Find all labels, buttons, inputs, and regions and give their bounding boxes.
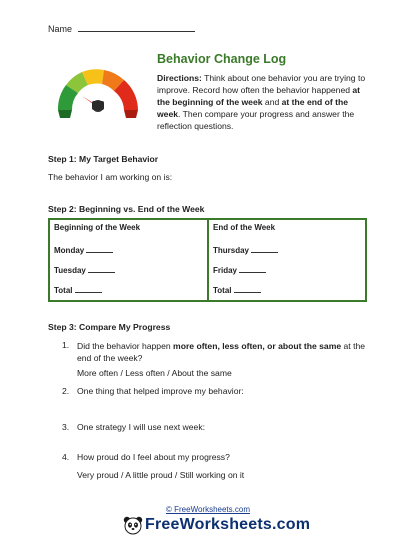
row-label: Total — [54, 286, 73, 295]
step2-heading: Step 2: Beginning vs. End of the Week — [48, 204, 205, 214]
row-label: Total — [213, 286, 232, 295]
directions-bold-1: at the beginning of the week — [157, 85, 361, 107]
footer-link[interactable]: © FreeWorksheets.com — [166, 505, 250, 514]
left-row-monday — [54, 244, 113, 255]
directions-part-3: . Then compare your progress and answer the reflection questions. — [157, 109, 355, 131]
answer-line[interactable] — [251, 244, 278, 253]
q1-part-1: Did the behavior happen — [77, 341, 174, 351]
row-label: Thursday — [213, 246, 250, 255]
speedometer-gauge-icon — [48, 52, 146, 120]
q1-options: More often / Less often / About the same — [77, 368, 232, 378]
table-divider — [207, 220, 209, 300]
q4-options: Very proud / A little proud / Still working on it — [77, 470, 245, 480]
right-row-friday — [213, 264, 266, 275]
step1-prompt: The behavior I am working on is: — [48, 172, 173, 182]
right-column-header: End of the Week — [213, 223, 276, 232]
left-column-header: Beginning of the Week — [54, 223, 141, 232]
answer-line[interactable] — [88, 264, 115, 273]
q3-number: 3. — [62, 422, 70, 432]
q3-text: One strategy I will use next week: — [77, 422, 206, 432]
right-row-thursday — [213, 244, 278, 255]
step3-heading: Step 3: Compare My Progress — [48, 322, 171, 332]
row-label: Tuesday — [54, 266, 86, 275]
q4-number: 4. — [62, 452, 70, 462]
directions-text — [157, 72, 371, 132]
directions-label: Directions: — [157, 73, 202, 83]
q1-bold: more often, less often, or about the same — [173, 341, 342, 351]
left-row-total — [54, 284, 102, 295]
answer-line[interactable] — [239, 264, 266, 273]
name-field[interactable] — [78, 22, 195, 32]
answer-line[interactable] — [234, 284, 261, 293]
q1-part-2: at the end of the week? — [77, 341, 366, 363]
footer-logo[interactable]: FreeWorksheets.com — [145, 516, 311, 533]
name-label: Name — [48, 24, 73, 34]
q2-text: One thing that helped improve my behavior: — [77, 386, 244, 396]
step1-heading: Step 1: My Target Behavior — [48, 154, 159, 164]
panda-icon — [123, 515, 143, 535]
directions-bold-2: at the end of the week — [157, 97, 349, 119]
right-row-total — [213, 284, 261, 295]
q2-number: 2. — [62, 386, 70, 396]
name-line — [48, 22, 195, 34]
comparison-table — [48, 218, 367, 302]
left-row-tuesday — [54, 264, 115, 275]
answer-line[interactable] — [86, 244, 113, 253]
page-title: Behavior Change Log — [157, 52, 287, 66]
directions-part-2: and — [262, 97, 282, 107]
directions-part-1: Think about one behavior you are trying to improve. Record how often the behavior happened — [157, 73, 366, 95]
answer-line[interactable] — [75, 284, 102, 293]
row-label: Friday — [213, 266, 238, 275]
row-label: Monday — [54, 246, 85, 255]
q1-number: 1. — [62, 340, 70, 350]
q1-text — [77, 340, 369, 364]
q4-text: How proud do I feel about my progress? — [77, 452, 230, 462]
